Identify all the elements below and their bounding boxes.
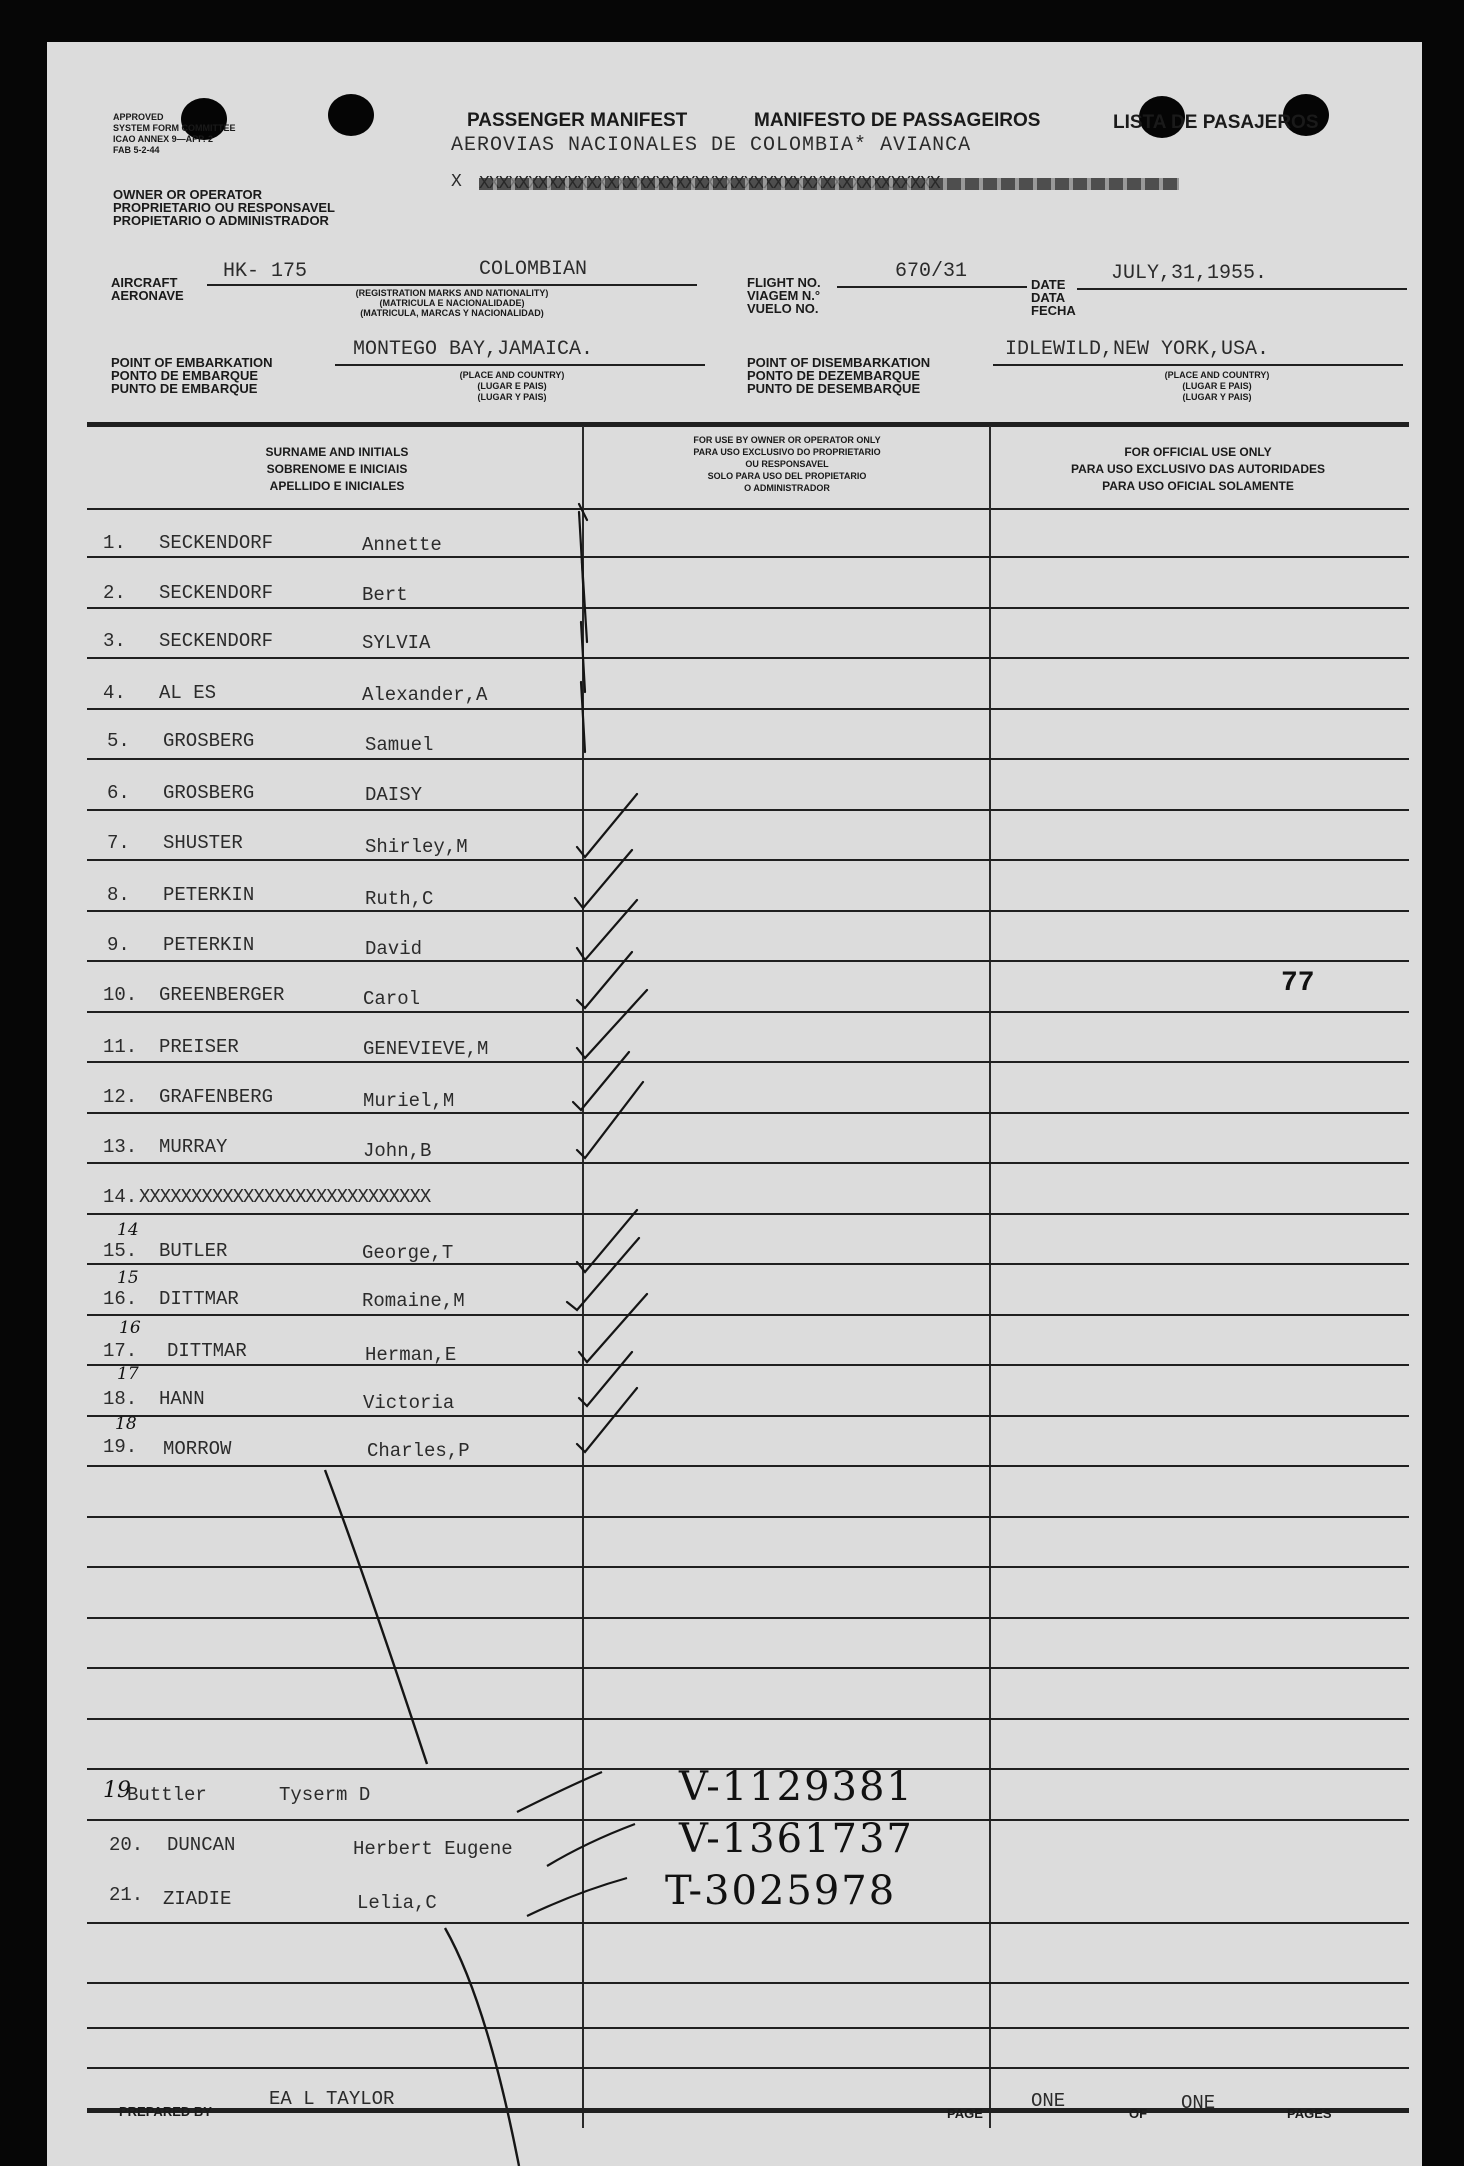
header-line: SURNAME AND INITIALS: [265, 445, 409, 459]
row-number: 9.: [107, 934, 130, 956]
late-entry-given-name: Tyserm D: [279, 1784, 371, 1806]
label-line: AIRCRAFT: [111, 275, 178, 290]
passenger-given-name: Annette: [362, 534, 442, 556]
passenger-given-name: GENEVIEVE,M: [363, 1038, 489, 1060]
handwritten-renumber: 16: [119, 1318, 141, 1338]
page-value: ONE: [1031, 2090, 1066, 2112]
caption-line: (LUGAR Y PAIS): [477, 392, 547, 402]
struck-out-row: XXXXXXXXXXXXXXXXXXXXXXXXXXXX: [139, 1186, 431, 1208]
disembark-value: IDLEWILD,NEW YORK,USA.: [1005, 338, 1270, 361]
label-line: POINT OF DISEMBARKATION: [747, 355, 931, 370]
row-number: 14.: [103, 1186, 138, 1208]
header-line: OU RESPONSAVEL: [745, 459, 829, 469]
passenger-given-name: SYLVIA: [362, 632, 431, 654]
check-mark: [577, 794, 637, 857]
handwritten-renumber: 15: [117, 1268, 139, 1288]
passenger-surname: GROSBERG: [163, 782, 255, 804]
caption-line: (PLACE AND COUNTRY): [1164, 370, 1270, 380]
flight-no: 670/31: [895, 260, 968, 283]
owner-value: AEROVIAS NACIONALES DE COLOMBIA* AVIANCA: [451, 134, 972, 157]
passenger-surname: MURRAY: [159, 1136, 228, 1158]
caption-line: (MATRICULA E NACIONALIDADE): [379, 298, 525, 308]
check-mark: [577, 1388, 637, 1452]
check-mark: [575, 850, 632, 908]
row-number: 15.: [103, 1240, 138, 1262]
passenger-given-name: David: [365, 938, 423, 960]
label-line: PUNTO DE DESEMBARQUE: [747, 381, 921, 396]
aircraft-reg: HK- 175: [223, 260, 308, 283]
title-es: LISTA DE PASAJEROS: [1113, 112, 1319, 133]
handwritten-stroke: [547, 1824, 635, 1866]
label-line: OWNER OR OPERATOR: [113, 187, 263, 202]
check-mark: [577, 1082, 643, 1158]
check-mark: [573, 1052, 629, 1110]
row-number: 1.: [103, 532, 126, 554]
late-entry-surname: ZIADIE: [163, 1888, 232, 1910]
manifest-sheet: [47, 42, 1422, 2166]
header-line: O ADMINISTRADOR: [744, 483, 830, 493]
late-entry-doc-number: V-1129381: [679, 1764, 914, 1810]
passenger-given-name: Shirley,M: [365, 836, 468, 858]
row-number: 7.: [107, 832, 130, 854]
passenger-surname: PETERKIN: [163, 934, 255, 956]
label-line: VIAGEM N.°: [747, 288, 821, 303]
row-number: 17.: [103, 1340, 138, 1362]
handwritten-marks: [47, 42, 1422, 2166]
handwritten-renumber: 17: [117, 1364, 139, 1384]
passenger-given-name: DAISY: [365, 784, 423, 806]
row-number: 13.: [103, 1136, 138, 1158]
row-number: 10.: [103, 984, 138, 1006]
row-number: 6.: [107, 782, 130, 804]
passenger-given-name: George,T: [362, 1242, 454, 1264]
prepared-by-label: PREPARED BY: [119, 2104, 212, 2119]
embark-value: MONTEGO BAY,JAMAICA.: [353, 338, 594, 361]
check-mark: [579, 1352, 632, 1406]
label-line: PROPRIETARIO OU RESPONSAVEL: [113, 200, 335, 215]
handwritten-stroke: [325, 1470, 427, 1764]
approval-line: ICAO ANNEX 9—APP. 2: [113, 134, 214, 144]
check-mark: [567, 1238, 639, 1310]
caption-line: (LUGAR E PAIS): [1182, 381, 1252, 391]
row-number: 19.: [103, 1436, 138, 1458]
passenger-given-name: Ruth,C: [365, 888, 434, 910]
caption-line: (LUGAR Y PAIS): [1182, 392, 1252, 402]
header-line: SOBRENOME E INICIAIS: [266, 462, 408, 476]
row-number: 3.: [103, 630, 126, 652]
row-number: 18.: [103, 1388, 138, 1410]
row-number: 4.: [103, 682, 126, 704]
passenger-surname: MORROW: [163, 1438, 232, 1460]
caption-line: (PLACE AND COUNTRY): [459, 370, 565, 380]
header-line: SOLO PARA USO DEL PROPIETARIO: [707, 471, 867, 481]
label-line: PONTO DE DEZEMBARQUE: [747, 368, 921, 383]
handwritten-stroke: [527, 1878, 627, 1916]
title-en: PASSENGER MANIFEST: [467, 110, 688, 131]
prepared-by-value: EA L TAYLOR: [269, 2088, 395, 2110]
late-entry-surname: DUNCAN: [167, 1834, 236, 1856]
passenger-given-name: Victoria: [363, 1392, 455, 1414]
label-line: PONTO DE EMBARQUE: [111, 368, 259, 383]
late-entry-doc-number: T-3025978: [665, 1868, 897, 1914]
late-entry-surname: Buttler: [127, 1784, 207, 1806]
check-mark: [582, 562, 587, 642]
passenger-given-name: Charles,P: [367, 1440, 470, 1462]
header-line: PARA USO OFICIAL SOLAMENTE: [1102, 479, 1294, 493]
late-entry-doc-number: V-1361737: [679, 1816, 914, 1862]
passenger-given-name: Muriel,M: [363, 1090, 455, 1112]
passenger-surname: BUTLER: [159, 1240, 228, 1262]
row-number: 2.: [103, 582, 126, 604]
late-entry-number: 21.: [109, 1884, 144, 1906]
label-line: FECHA: [1031, 303, 1076, 318]
late-entry-given-name: Lelia,C: [357, 1892, 437, 1914]
row-number: 8.: [107, 884, 130, 906]
passenger-given-name: Herman,E: [365, 1344, 457, 1366]
passenger-surname: DITTMAR: [167, 1340, 247, 1362]
header-line: PARA USO EXCLUSIVO DO PROPRIETARIO: [693, 447, 881, 457]
passenger-given-name: Samuel: [365, 734, 434, 756]
passenger-surname: GREENBERGER: [159, 984, 285, 1006]
passenger-surname: GROSBERG: [163, 730, 255, 752]
passenger-surname: SECKENDORF: [159, 630, 274, 652]
official-note: 77: [1281, 968, 1315, 999]
passenger-surname: SECKENDORF: [159, 582, 274, 604]
caption-line: (MATRICULA, MARCAS Y NACIONALIDAD): [360, 308, 544, 318]
header-line: FOR USE BY OWNER OR OPERATOR ONLY: [693, 435, 881, 445]
passenger-given-name: Romaine,M: [362, 1290, 465, 1312]
late-entry-number: 19: [103, 1778, 131, 1803]
late-entry-given-name: Herbert Eugene: [353, 1838, 513, 1860]
label-line: DATA: [1031, 290, 1066, 305]
handwritten-stroke: [517, 1772, 602, 1812]
passenger-surname: SECKENDORF: [159, 532, 274, 554]
passenger-surname: GRAFENBERG: [159, 1086, 274, 1108]
header-line: PARA USO EXCLUSIVO DAS AUTORIDADES: [1070, 462, 1326, 476]
label-line: AERONAVE: [111, 288, 184, 303]
pages-label: PAGES: [1287, 2106, 1332, 2121]
checkmark-column: [567, 504, 647, 1452]
passenger-surname: HANN: [159, 1388, 205, 1410]
approval-line: APPROVED: [113, 112, 164, 122]
passenger-given-name: Carol: [363, 988, 421, 1010]
date-value: JULY,31,1955.: [1111, 262, 1268, 285]
header-line: FOR OFFICIAL USE ONLY: [1124, 445, 1272, 459]
row-number: 5.: [107, 730, 130, 752]
passenger-surname: PETERKIN: [163, 884, 255, 906]
label-line: PUNTO DE EMBARQUE: [111, 381, 258, 396]
late-entry-number: 20.: [109, 1834, 144, 1856]
passenger-surname: SHUSTER: [163, 832, 243, 854]
label-line: VUELO NO.: [747, 301, 819, 316]
passenger-given-name: John,B: [363, 1140, 432, 1162]
passenger-surname: DITTMAR: [159, 1288, 239, 1310]
row-number: 11.: [103, 1036, 138, 1058]
passenger-surname: AL ES: [159, 682, 217, 704]
caption-line: (REGISTRATION MARKS AND NATIONALITY): [355, 288, 549, 298]
approval-line: FAB 5-2-44: [113, 145, 160, 155]
label-line: POINT OF EMBARKATION: [111, 355, 273, 370]
row-number: 12.: [103, 1086, 138, 1108]
passenger-given-name: Alexander,A: [362, 684, 488, 706]
header-line: APELLIDO E INICIALES: [269, 479, 405, 493]
row-number: 16.: [103, 1288, 138, 1310]
caption-line: (LUGAR E PAIS): [477, 381, 547, 391]
passenger-surname: PREISER: [159, 1036, 239, 1058]
title-pt: MANIFESTO DE PASSAGEIROS: [754, 110, 1041, 131]
check-mark: [577, 1210, 637, 1272]
handwritten-renumber: 14: [117, 1220, 139, 1240]
label-line: DATE: [1031, 277, 1066, 292]
check-mark: [577, 990, 647, 1058]
handwritten-renumber: 18: [115, 1414, 137, 1434]
aircraft-nationality: COLOMBIAN: [479, 258, 588, 281]
check-mark: [577, 900, 637, 960]
handwritten-stroke: [445, 1928, 519, 2166]
check-mark: [579, 1294, 647, 1362]
label-line: FLIGHT NO.: [747, 275, 821, 290]
approval-line: SYSTEM FORM COMMITTEE: [113, 123, 236, 133]
passenger-given-name: Bert: [362, 584, 408, 606]
of-label: OF: [1129, 2106, 1148, 2121]
label-line: PROPIETARIO O ADMINISTRADOR: [113, 213, 329, 228]
owner-x-mark: X: [451, 172, 462, 192]
of-value: ONE: [1181, 2092, 1216, 2114]
page-label: PAGE: [947, 2106, 983, 2121]
